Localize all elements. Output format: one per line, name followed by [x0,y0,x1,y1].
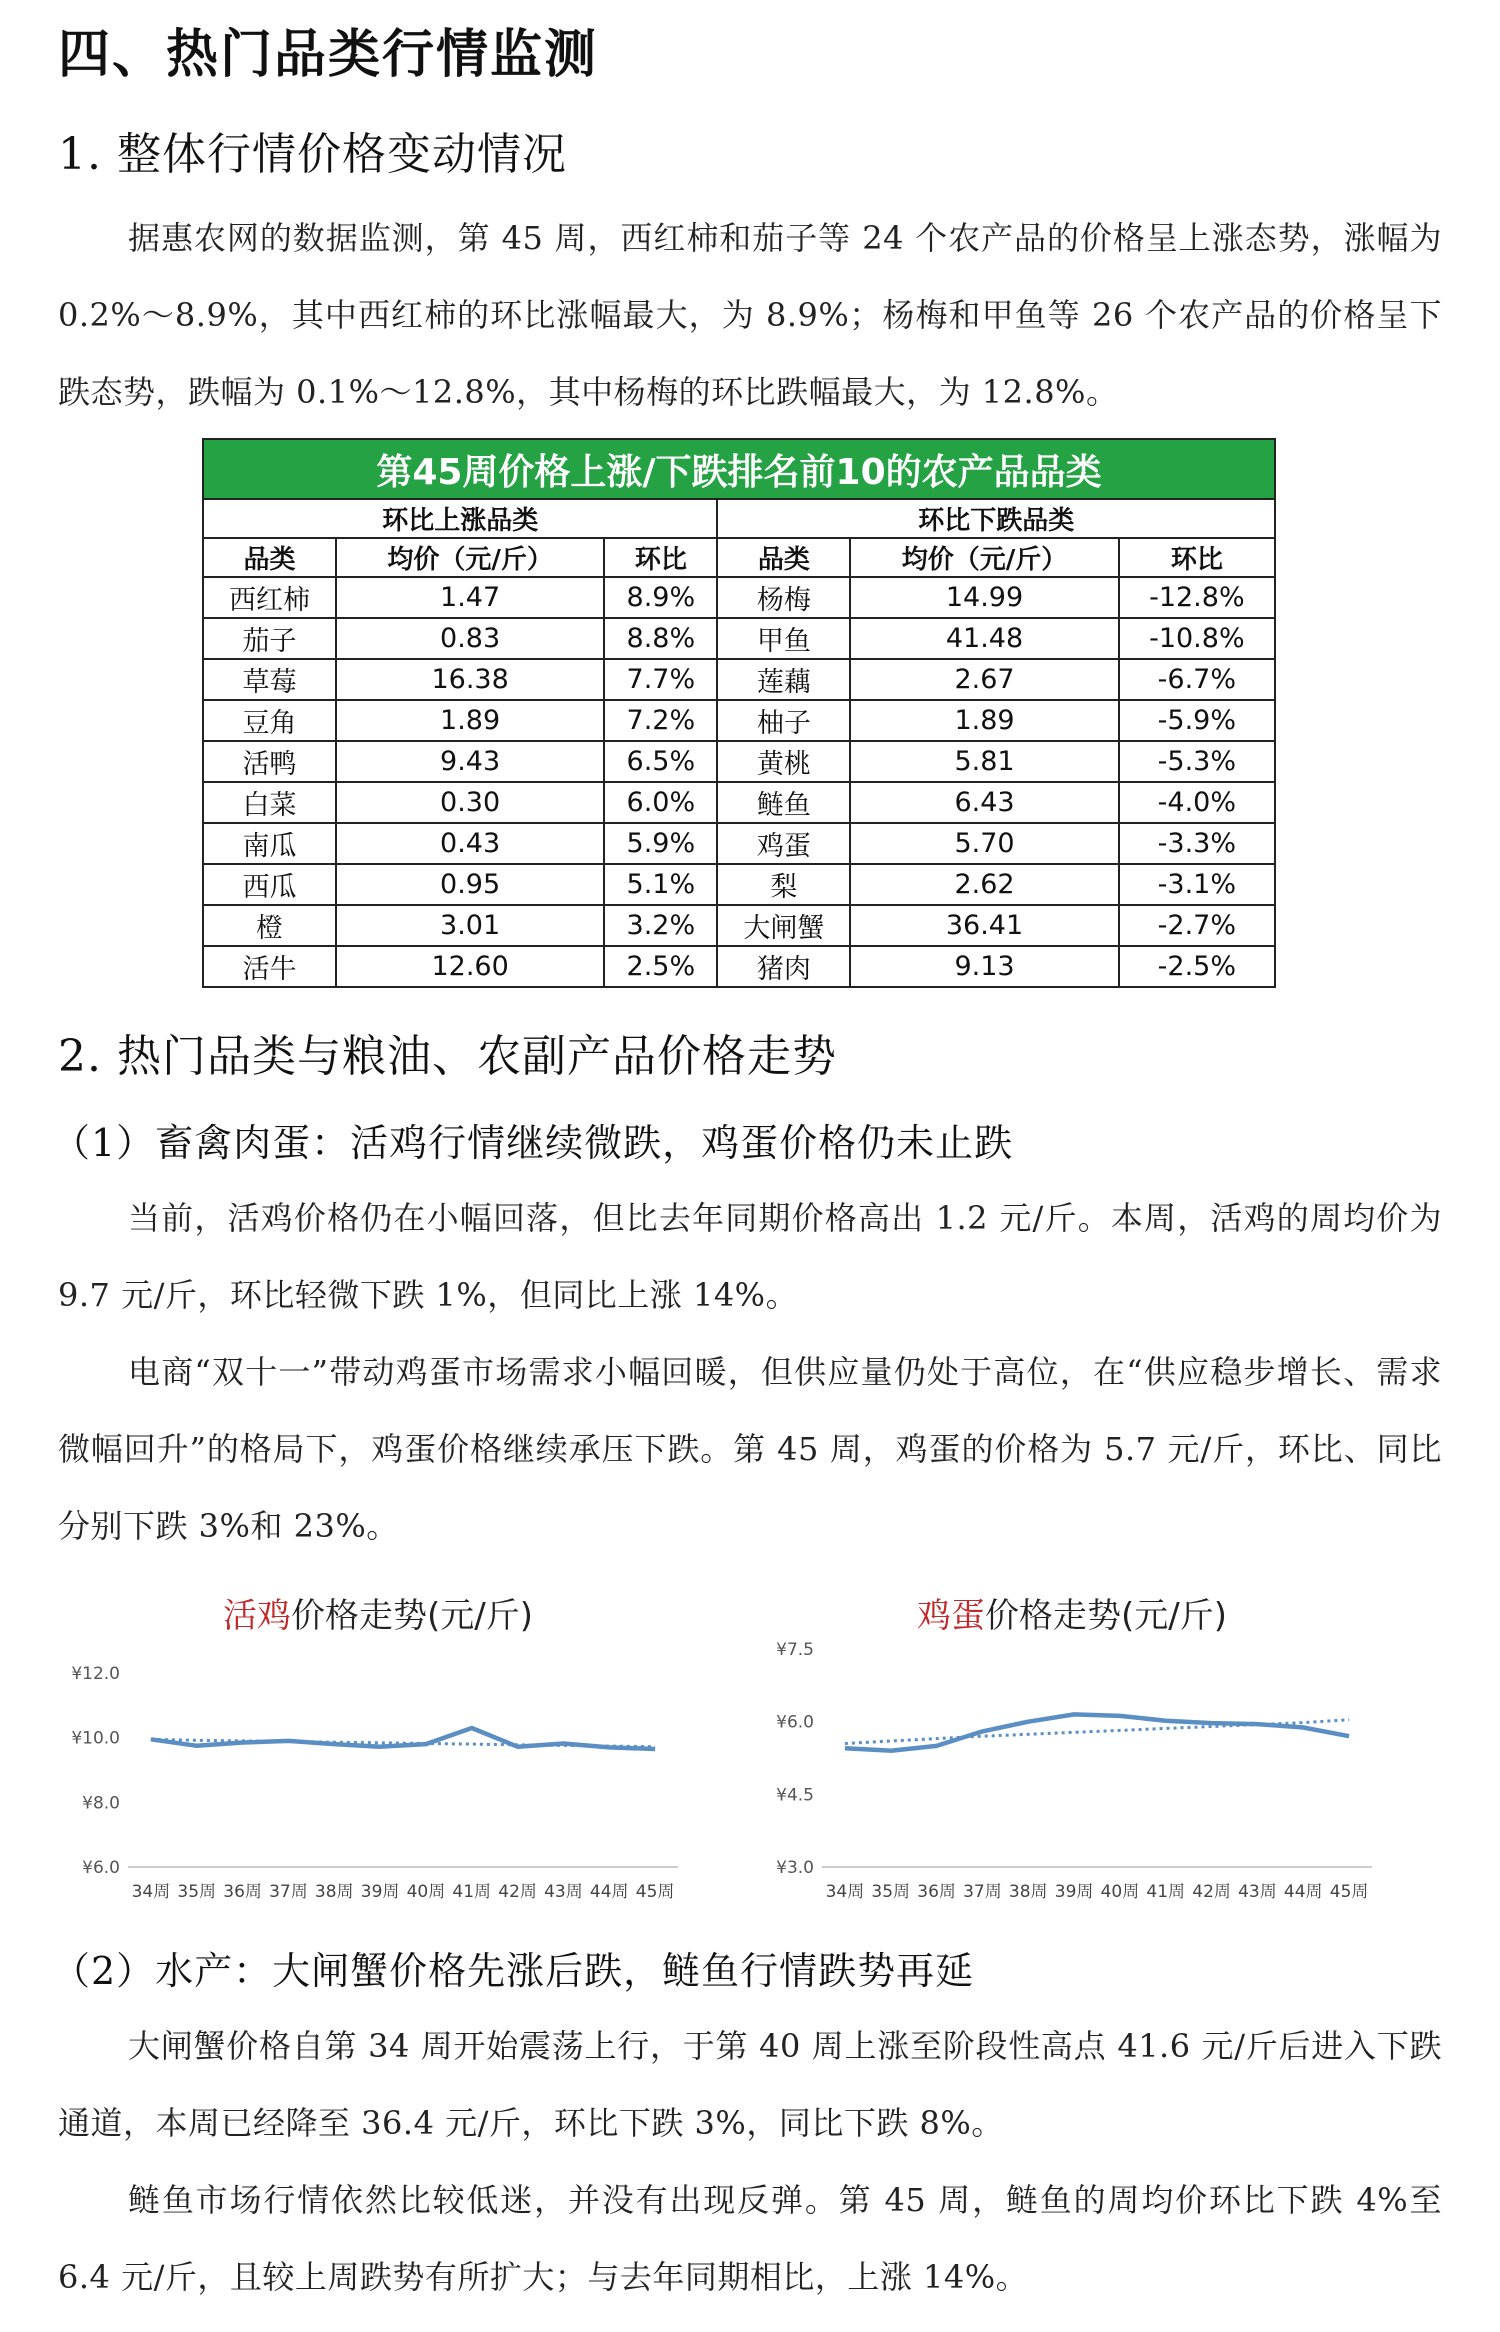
paragraph-chicken: 当前，活鸡价格仍在小幅回落，但比去年同期价格高出 1.2 元/斤。本周，活鸡的周均价为 9.7 元/斤，环比轻微下跌 1%，但同比上涨 14%。 [58,1199,1442,1314]
table-row [203,618,1275,659]
table-cell: -2.5% [1119,946,1275,987]
paragraph-silver-carp: 鲢鱼市场行情依然比较低迷，并没有出现反弹。第 45 周，鲢鱼的周均价环比下跌 4%至 6.4 元/斤，且较上周跌势有所扩大；与去年同期相比，上涨 14%。 [58,2181,1442,2296]
table-cell: 橙 [203,905,336,946]
table-title: 第45周价格上涨/下跌排名前10的农产品品类 [203,439,1275,499]
y-tick-label: ¥12.0 [71,1664,120,1684]
table-cell: 8.8% [604,618,717,659]
subheading-livestock: （1）畜禽肉蛋：活鸡行情继续微跌，鸡蛋价格仍未止跌 [52,1121,1014,1165]
x-tick-label: 39周 [360,1882,400,1902]
table-cell: 黄桃 [717,741,850,782]
table-cell: 柚子 [717,700,850,741]
trend-line [845,1720,1349,1744]
x-tick-label: 43周 [544,1882,583,1902]
paragraph-egg: 电商“双十一”带动鸡蛋市场需求小幅回暖，但供应量仍处于高位，在“供应稳步增长、需求微幅回升”的格局下，鸡蛋价格继续承压下跌。第 45 周，鸡蛋的价格为 5.7 元/斤，环比、同比分别下跌 3%和 23%。 [58,1353,1442,1545]
x-tick-label: 39周 [1054,1882,1094,1902]
table-cell: 1.89 [336,700,604,741]
x-tick-label: 44周 [1283,1882,1323,1902]
table-cell: 茄子 [203,618,336,659]
table-cell: 6.5% [604,741,717,782]
chart-title [917,1596,1227,1636]
x-tick-label: 41周 [1146,1882,1186,1902]
table-cell: 0.43 [336,823,604,864]
table-cell: 8.9% [604,577,717,618]
x-tick-label: 42周 [1192,1882,1231,1902]
table-cell: 大闸蟹 [717,905,850,946]
chicken-price-chart-svg [58,1585,698,1925]
table-cell: -5.9% [1119,700,1275,741]
table-cell: 12.60 [336,946,604,987]
table-cell: 14.99 [850,577,1118,618]
y-tick-label: ¥4.5 [776,1785,814,1806]
x-tick-label: 45周 [1329,1882,1369,1902]
price-ranking-table-wrap [202,438,1276,988]
y-tick-label: ¥8.0 [82,1793,120,1814]
table-row [203,864,1275,905]
table-cell: 活鸭 [203,741,336,782]
table-cell: 7.2% [604,700,717,741]
egg-price-chart-svg [752,1585,1392,1925]
chart-title [223,1596,533,1636]
y-tick-label: ¥3.0 [776,1858,814,1878]
x-tick-label: 36周 [223,1882,262,1902]
table-cell: 1.47 [336,577,604,618]
table-cell: 甲鱼 [717,618,850,659]
table-cell: 西瓜 [203,864,336,905]
table-cell: 2.62 [850,864,1118,905]
x-tick-label: 38周 [1008,1882,1048,1902]
table-cell: 莲藕 [717,659,850,700]
y-tick-label: ¥6.0 [82,1858,120,1878]
column-header: 品类 [717,538,850,577]
table-cell: 2.5% [604,946,717,987]
table-row [203,823,1275,864]
x-tick-label: 34周 [131,1882,171,1902]
x-tick-label: 37周 [963,1882,1002,1902]
table-cell: 南瓜 [203,823,336,864]
table-row [203,741,1275,782]
table-cell: 1.89 [850,700,1118,741]
table-cell: -5.3% [1119,741,1275,782]
y-tick-label: ¥7.5 [776,1640,814,1660]
table-row [203,700,1275,741]
price-ranking-table [202,438,1276,988]
table-row [203,659,1275,700]
table-cell: 鸡蛋 [717,823,850,864]
x-tick-label: 40周 [1100,1882,1140,1902]
table-cell: 杨梅 [717,577,850,618]
chart-title-rest: 价格走势(元/斤) [291,1596,533,1636]
table-cell: -12.8% [1119,577,1275,618]
x-tick-label: 43周 [1238,1882,1277,1902]
table-cell: 3.01 [336,905,604,946]
table-cell: 36.41 [850,905,1118,946]
table-cell: 活牛 [203,946,336,987]
table-cell: -6.7% [1119,659,1275,700]
y-tick-label: ¥6.0 [776,1712,814,1733]
group-rise: 环比上涨品类 [203,499,717,538]
egg-price-chart [752,1585,1392,1925]
table-cell: 梨 [717,864,850,905]
column-header: 品类 [203,538,336,577]
column-header: 均价（元/斤） [850,538,1118,577]
x-tick-label: 45周 [635,1882,675,1902]
chart-title-rest: 价格走势(元/斤) [985,1596,1227,1636]
chart-title-highlight: 活鸡 [223,1596,292,1636]
chart-title-highlight: 鸡蛋 [917,1596,986,1636]
table-cell: 6.0% [604,782,717,823]
heading-hot-categories: 2. 热门品类与粮油、农副产品价格走势 [58,1031,837,1082]
table-cell: 9.13 [850,946,1118,987]
table-cell: 6.43 [850,782,1118,823]
heading-overall-price: 1. 整体行情价格变动情况 [58,129,567,180]
table-cell: 白菜 [203,782,336,823]
table-cell: 鲢鱼 [717,782,850,823]
x-tick-label: 44周 [589,1882,629,1902]
x-tick-label: 35周 [871,1882,911,1902]
column-header: 均价（元/斤） [336,538,604,577]
table-row [203,946,1275,987]
table-cell: 7.7% [604,659,717,700]
x-tick-label: 34周 [825,1882,865,1902]
table-cell: -3.1% [1119,864,1275,905]
x-tick-label: 36周 [917,1882,956,1902]
x-tick-label: 37周 [269,1882,308,1902]
table-cell: -3.3% [1119,823,1275,864]
chicken-price-chart [58,1585,698,1925]
table-row [203,782,1275,823]
subheading-aquatic: （2）水产：大闸蟹价格先涨后跌，鲢鱼行情跌势再延 [52,1949,975,1993]
table-row [203,577,1275,618]
table-cell: 41.48 [850,618,1118,659]
table-cell: 草莓 [203,659,336,700]
x-tick-label: 35周 [177,1882,217,1902]
table-cell: -2.7% [1119,905,1275,946]
table-cell: -10.8% [1119,618,1275,659]
table-cell: 0.95 [336,864,604,905]
table-cell: 0.83 [336,618,604,659]
section-title: 四、热门品类行情监测 [58,25,599,85]
column-header: 环比 [1119,538,1275,577]
table-cell: 5.1% [604,864,717,905]
y-tick-label: ¥10.0 [71,1728,120,1749]
table-cell: 16.38 [336,659,604,700]
x-tick-label: 38周 [314,1882,354,1902]
table-cell: 0.30 [336,782,604,823]
table-cell: 豆角 [203,700,336,741]
x-tick-label: 40周 [406,1882,446,1902]
table-cell: 西红柿 [203,577,336,618]
table-cell: 5.81 [850,741,1118,782]
table-cell: 9.43 [336,741,604,782]
x-tick-label: 41周 [452,1882,492,1902]
table-cell: -4.0% [1119,782,1275,823]
x-tick-label: 42周 [498,1882,537,1902]
group-fall: 环比下跌品类 [717,499,1275,538]
table-cell: 2.67 [850,659,1118,700]
paragraph-crab: 大闸蟹价格自第 34 周开始震荡上行，于第 40 周上涨至阶段性高点 41.6 元/斤后进入下跌通道，本周已经降至 36.4 元/斤，环比下跌 3%，同比下跌 8%。 [58,2027,1442,2142]
paragraph-overall-price: 据惠农网的数据监测，第 45 周，西红柿和茄子等 24 个农产品的价格呈上涨态势，涨幅为 0.2%～8.9%，其中西红柿的环比涨幅最大，为 8.9%；杨梅和甲鱼等 26 个农产品的价格呈下跌态势，跌幅为 0.1%～12.8%，其中杨梅的环比跌幅最大，为 12.8%。 [58,219,1442,411]
table-cell: 5.70 [850,823,1118,864]
column-header: 环比 [604,538,717,577]
table-row [203,905,1275,946]
table-cell: 猪肉 [717,946,850,987]
table-cell: 5.9% [604,823,717,864]
table-cell: 3.2% [604,905,717,946]
